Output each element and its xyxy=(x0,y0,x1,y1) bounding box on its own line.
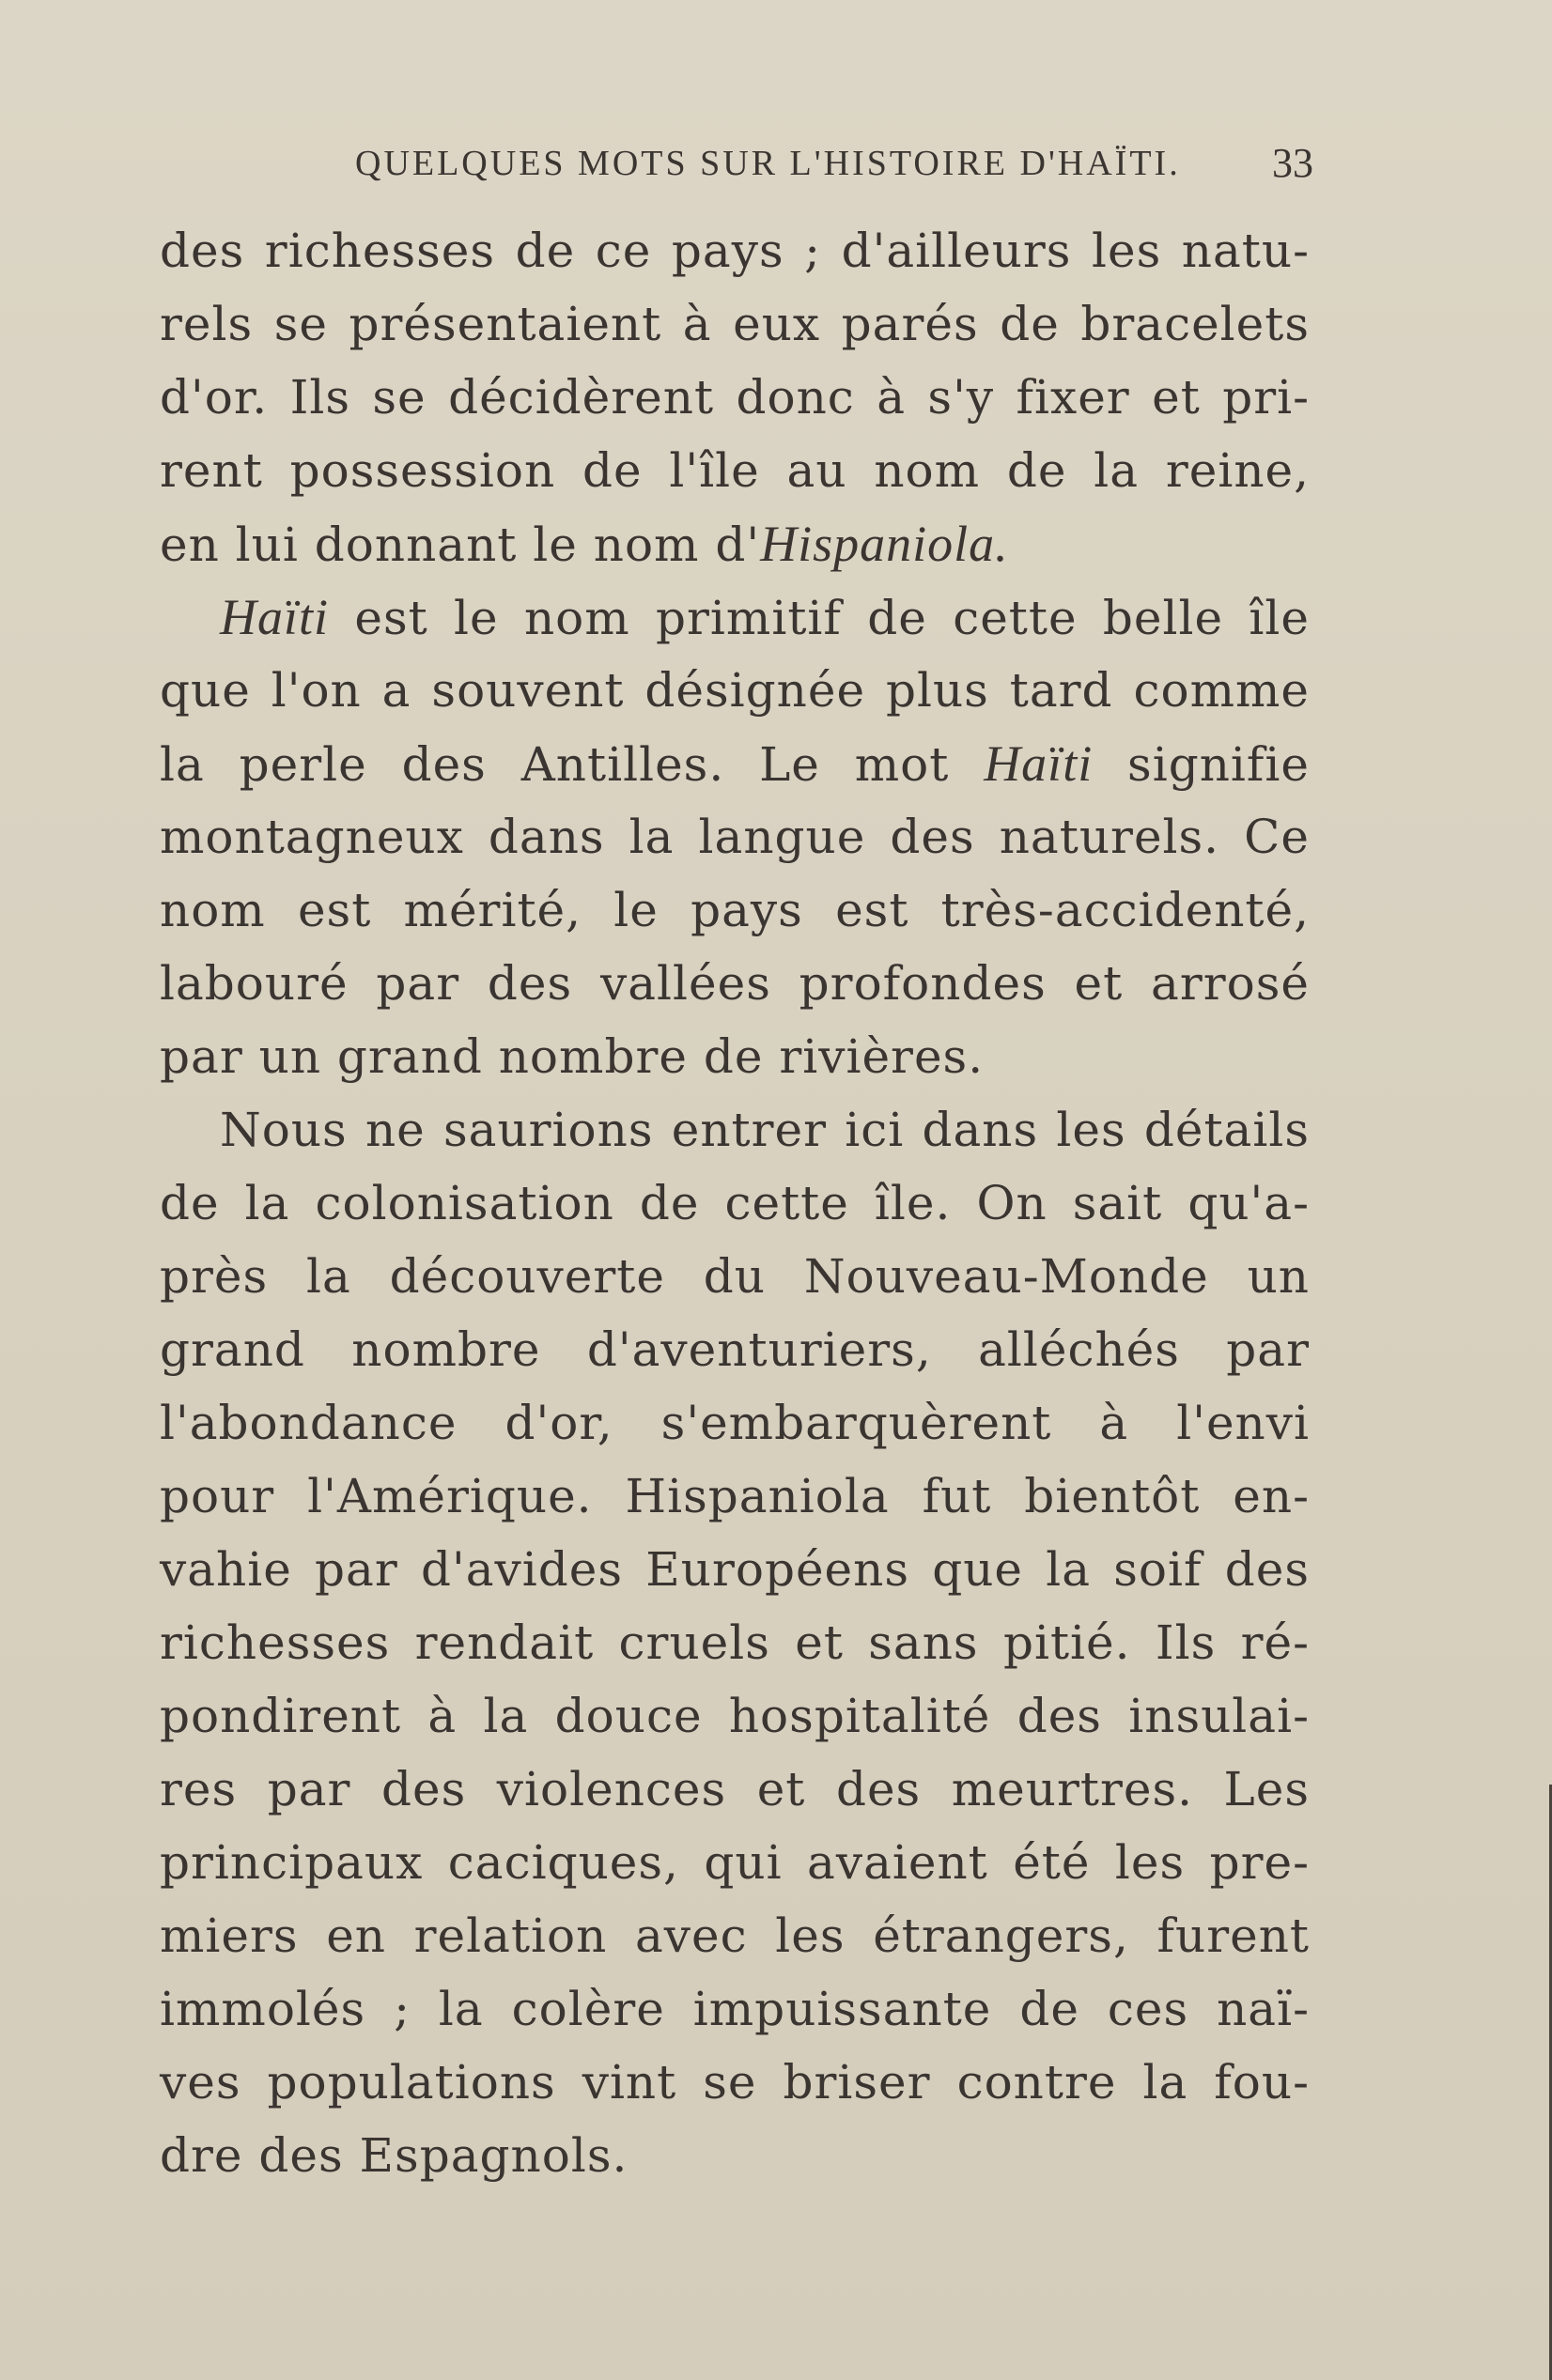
text-line xyxy=(160,727,1310,800)
text-line xyxy=(160,873,1310,947)
text-run: que l'on a souvent désignée plus tard comme xyxy=(160,663,1310,718)
text-line xyxy=(160,580,1310,654)
text-line xyxy=(160,1533,1310,1606)
text-line xyxy=(160,434,1310,507)
text-run: miers en relation avec les étrangers, furent xyxy=(160,1909,1310,1963)
text-run: grand nombre d'aventuriers, alléchés par xyxy=(160,1322,1310,1377)
text-line xyxy=(160,1093,1310,1167)
text-run: est le nom primitif de cette belle île xyxy=(329,591,1310,645)
text-run: immolés ; la colère impuissante de ces naï- xyxy=(160,1982,1310,2036)
text-line xyxy=(160,800,1310,873)
text-line xyxy=(160,1240,1310,1313)
text-run: l'abondance d'or, s'embarquèrent à l'envi xyxy=(160,1396,1310,1450)
text-line xyxy=(160,2119,1310,2192)
text-run: des richesses de ce pays ; d'ailleurs les natu- xyxy=(160,224,1310,278)
text-run: richesses rendait cruels et sans pitié. Ils ré- xyxy=(160,1615,1310,1670)
text-line xyxy=(160,1386,1310,1460)
text-line xyxy=(160,1313,1310,1386)
text-line xyxy=(160,947,1310,1020)
text-line xyxy=(160,1679,1310,1753)
page-header xyxy=(355,140,1313,192)
text-line xyxy=(160,214,1310,287)
text-run: montagneux dans la langue des naturels. Ce xyxy=(160,810,1310,864)
italic-text: Haïti xyxy=(984,735,1094,792)
text-run: rels se présentaient à eux parés de bracelets xyxy=(160,297,1310,351)
body-text xyxy=(160,214,1310,2192)
italic-text: Haïti xyxy=(220,589,330,645)
text-run: près la découverte du Nouveau-Monde un xyxy=(160,1249,1310,1304)
text-line xyxy=(160,1606,1310,1679)
text-line xyxy=(160,1167,1310,1240)
text-line xyxy=(160,1460,1310,1533)
text-run: de la colonisation de cette île. On sait qu'a- xyxy=(160,1176,1310,1230)
text-run: pour l'Amérique. Hispaniola fut bientôt en- xyxy=(160,1469,1310,1523)
text-line xyxy=(160,654,1310,727)
text-run: dre des Espagnols. xyxy=(160,2128,629,2183)
text-run: nom est mérité, le pays est très-accidenté, xyxy=(160,883,1310,937)
text-line xyxy=(160,507,1310,580)
text-run: Nous ne saurions entrer ici dans les détails xyxy=(220,1103,1310,1157)
text-run: vahie par d'avides Européens que la soif des xyxy=(160,1542,1310,1597)
text-run: rent possession de l'île au nom de la reine, xyxy=(160,443,1310,498)
text-run: ves populations vint se briser contre la fou- xyxy=(160,2055,1310,2110)
text-line xyxy=(160,1899,1310,1972)
text-run: signifie xyxy=(1093,737,1310,792)
text-line xyxy=(160,1972,1310,2046)
italic-text: Hispaniola. xyxy=(760,516,1009,572)
text-line xyxy=(160,1826,1310,1899)
text-run: labouré par des vallées profondes et arrosé xyxy=(160,956,1310,1011)
page-number: 33 xyxy=(1272,140,1313,186)
text-line xyxy=(160,287,1310,361)
text-run: la perle des Antilles. Le mot xyxy=(160,737,985,792)
text-line xyxy=(160,361,1310,434)
text-line xyxy=(160,2046,1310,2119)
text-run: res par des violences et des meurtres. Les xyxy=(160,1762,1310,1816)
text-run: d'or. Ils se décidèrent donc à s'y fixer et pri- xyxy=(160,370,1310,425)
text-line xyxy=(160,1020,1310,1093)
text-line xyxy=(160,1753,1310,1826)
running-head: QUELQUES MOTS SUR L'HISTOIRE D'HAÏTI. xyxy=(355,144,1181,183)
text-run: en lui donnant le nom d' xyxy=(160,518,761,572)
text-run: principaux caciques, qui avaient été les pre- xyxy=(160,1835,1310,1890)
text-run: par un grand nombre de rivières. xyxy=(160,1029,985,1084)
text-run: pondirent à la douce hospitalité des insulai- xyxy=(160,1689,1310,1743)
